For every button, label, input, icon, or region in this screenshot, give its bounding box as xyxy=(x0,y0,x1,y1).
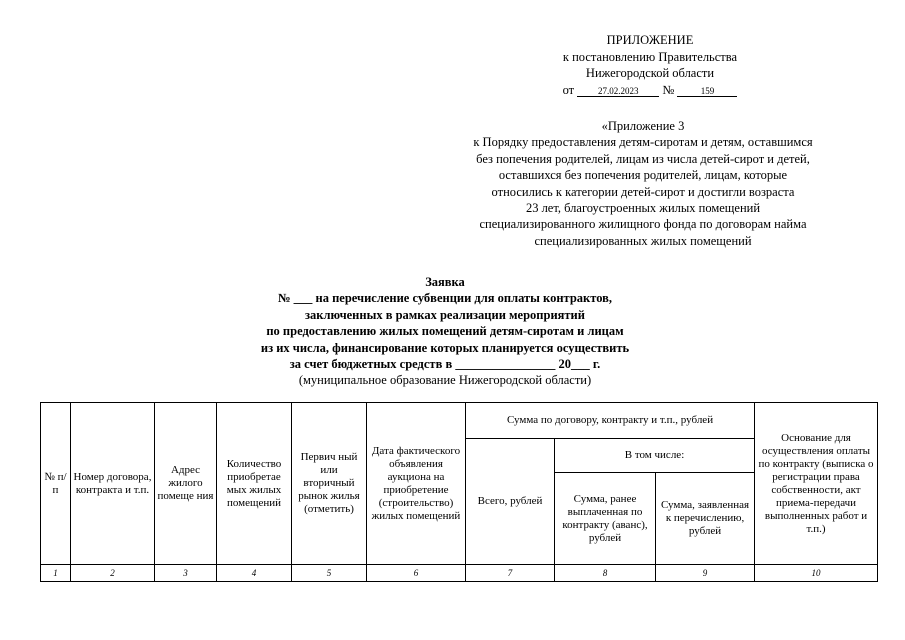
column-number: 2 xyxy=(71,565,155,582)
header-col-quantity: Количество приобретае мых жилых помещений xyxy=(217,403,292,565)
header-col-contract: Номер договора, контракта и т.п. xyxy=(71,403,155,565)
header-col-including: В том числе: xyxy=(555,439,755,473)
header-col-sum-group: Сумма по договору, контракту и т.п., рублей xyxy=(466,403,755,439)
header-col-address: Адрес жилого помеще ния xyxy=(155,403,217,565)
annex-line: к Порядку предоставления детям-сиротам и детям, оставшимся xyxy=(473,135,813,150)
approval-date-line xyxy=(520,82,780,99)
column-number: 10 xyxy=(755,565,878,582)
column-number: 9 xyxy=(656,565,755,582)
column-number: 7 xyxy=(466,565,555,582)
header-col-paid: Сумма, ранее выплаченная по контракту (аванс), рублей xyxy=(555,473,656,565)
annex-block xyxy=(448,118,838,249)
approval-from-label: от xyxy=(562,82,575,97)
header-col-basis: Основание для осуществления оплаты по контракту (выписка о регистрации права собственности, акт приема-передачи выполненных работ и т.п.) xyxy=(755,403,878,565)
request-line: № ___ на перечисление субвенции для оплаты контрактов, xyxy=(277,291,613,306)
request-table xyxy=(40,402,878,582)
annex-line: без попечения родителей, лицам из числа детей-сирот и детей, xyxy=(476,151,810,166)
header-col-date: Дата фактического объявления аукциона на приобретение (строительство) жилых помещений xyxy=(367,403,466,565)
request-line: за счет бюджетных средств в ________________ 20___ г. xyxy=(289,357,601,372)
request-line: из их числа, финансирование которых планируется осуществить xyxy=(260,340,630,355)
column-number: 4 xyxy=(217,565,292,582)
approval-block xyxy=(520,32,780,98)
approval-line-2: Нижегородской области xyxy=(585,66,715,80)
request-line: заключенных в рамках реализации мероприятий xyxy=(305,307,585,322)
column-number: 6 xyxy=(367,565,466,582)
column-numbers-row xyxy=(41,565,878,582)
annex-line: «Приложение 3 xyxy=(601,119,685,133)
column-number: 5 xyxy=(292,565,367,582)
approval-title: ПРИЛОЖЕНИЕ xyxy=(606,33,694,47)
header-col-declared: Сумма, заявленная к перечислению, рублей xyxy=(656,473,755,565)
approval-line-1: к постановлению Правительства xyxy=(562,49,738,64)
column-number: 1 xyxy=(41,565,71,582)
request-heading xyxy=(200,274,690,389)
column-number: 8 xyxy=(555,565,656,582)
annex-line: специализированного жилищного фонда по договорам найма xyxy=(479,217,807,232)
annex-line: оставшихся без попечения родителей, лицам, которые xyxy=(498,168,788,183)
request-subtitle: (муниципальное образование Нижегородской области) xyxy=(298,373,592,388)
request-line: по предоставлению жилых помещений детям-сиротам и лицам xyxy=(266,324,624,339)
annex-line: специализированных жилых помещений xyxy=(534,233,752,248)
approval-number-label: № xyxy=(662,82,675,97)
column-number: 3 xyxy=(155,565,217,582)
approval-number: 159 xyxy=(677,86,737,97)
approval-date: 27.02.2023 xyxy=(577,86,659,97)
annex-line: 23 лет, благоустроенных жилых помещений xyxy=(525,201,761,216)
header-col-no: № п/п xyxy=(41,403,71,565)
header-col-market: Первич ный или вторичный рынок жилья (отметить) xyxy=(292,403,367,565)
header-col-total: Всего, рублей xyxy=(466,439,555,565)
annex-line: относились к категории детей-сирот и достигли возраста xyxy=(491,184,795,199)
request-title: Заявка xyxy=(425,275,465,289)
